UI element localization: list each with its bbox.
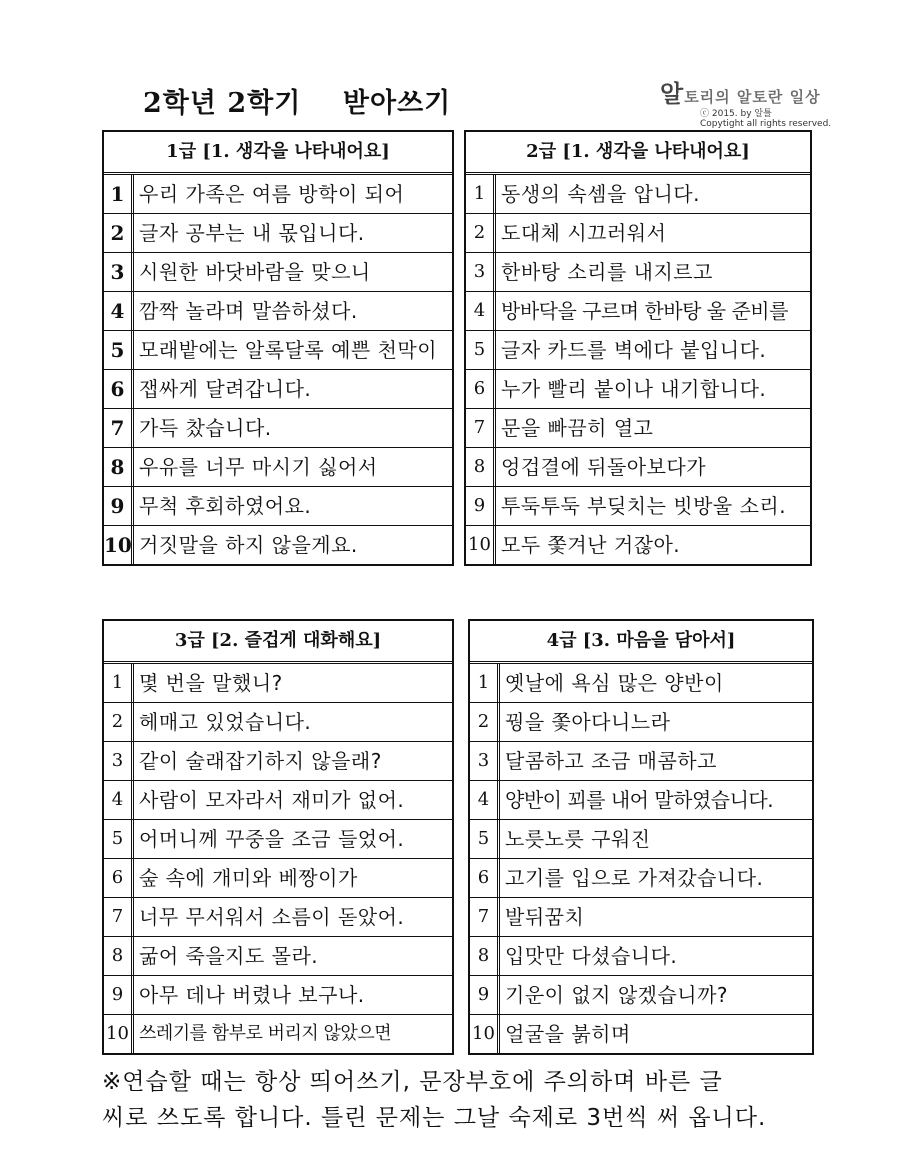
table-row: [466, 370, 810, 409]
dictation-table-level-4: [468, 619, 814, 1055]
dictation-table-level-1: [102, 130, 454, 566]
table-row: [470, 937, 812, 976]
row-sentence: 우리 가족은 여름 방학이 되어: [139, 182, 405, 206]
table-row: [104, 487, 452, 526]
row-number: 6: [466, 370, 496, 408]
row-sentence: 글자 카드를 벽에다 붙입니다.: [501, 338, 767, 362]
table-heading: 4급 [3. 마음을 담아서]: [470, 621, 812, 664]
row-sentence: 엉겁결에 뒤돌아보다가: [501, 455, 707, 479]
row-number: 6: [104, 370, 134, 408]
table-row: [466, 253, 810, 292]
row-number: 4: [466, 292, 496, 330]
row-sentence: 방바닥을 구르며 한바탕 울 준비를: [501, 299, 788, 323]
table-row: [466, 331, 810, 370]
table-heading: 1급 [1. 생각을 나타내어요]: [104, 132, 452, 175]
row-sentence: 문을 빠끔히 열고: [501, 416, 654, 440]
table-row: [104, 742, 452, 781]
row-number: 10: [104, 526, 134, 564]
table-row: [104, 331, 452, 370]
row-sentence: 발뒤꿈치: [505, 905, 585, 929]
row-number: 7: [470, 898, 500, 936]
table-row: [466, 526, 810, 564]
row-sentence: 쓰레기를 함부로 버리지 않았으면: [139, 1023, 392, 1044]
table-row: [104, 937, 452, 976]
row-sentence: 옛날에 욕심 많은 양반이: [505, 671, 724, 695]
instruction-line-2: 씨로 쓰도록 합니다. 틀린 문제는 그날 숙제로 3번씩 써 옵니다.: [102, 1105, 767, 1131]
table-row: [104, 820, 452, 859]
row-sentence: 너무 무서워서 소름이 돋았어.: [139, 905, 405, 929]
row-number: 5: [104, 820, 134, 858]
row-sentence: 누가 빨리 붙이나 내기합니다.: [501, 377, 767, 401]
table-row: [470, 781, 812, 820]
row-number: 9: [104, 976, 134, 1014]
table-row: [104, 448, 452, 487]
row-sentence: 달콤하고 조금 매콤하고: [505, 749, 717, 773]
row-sentence: 고기를 입으로 가져갔습니다.: [505, 866, 764, 890]
row-sentence: 도대체 시끄러워서: [501, 221, 667, 245]
table-row: [466, 175, 810, 214]
table-row: [104, 409, 452, 448]
row-sentence: 글자 공부는 내 몫입니다.: [139, 221, 365, 245]
row-sentence: 시원한 바닷바람을 맞으니: [139, 260, 371, 284]
table-row: [470, 859, 812, 898]
brand-copyright: ⓒ 2015. by 알틀: [700, 109, 772, 119]
row-number: 4: [104, 781, 134, 819]
row-number: 2: [104, 703, 134, 741]
table-row: [466, 214, 810, 253]
row-sentence: 노릇노릇 구워진: [505, 827, 651, 851]
table-row: [466, 292, 810, 331]
page-title: 2학년 2학기 받아쓰기: [143, 88, 452, 119]
row-sentence: 잽싸게 달려갑니다.: [139, 377, 312, 401]
table-row: [104, 526, 452, 564]
row-number: 4: [470, 781, 500, 819]
dictation-table-level-3: [102, 619, 454, 1055]
row-sentence: 한바탕 소리를 내지르고: [501, 260, 713, 284]
instruction-line-1: ※연습할 때는 항상 띄어쓰기, 문장부호에 주의하며 바른 글: [102, 1069, 723, 1095]
table-row: [104, 292, 452, 331]
row-number: 10: [104, 1015, 134, 1053]
row-number: 3: [104, 742, 134, 780]
row-number: 10: [466, 526, 496, 564]
table-row: [470, 703, 812, 742]
table-row: [104, 175, 452, 214]
row-sentence: 우유를 너무 마시기 싫어서: [139, 455, 378, 479]
row-sentence: 입맛만 다셨습니다.: [505, 944, 678, 968]
row-number: 5: [104, 331, 134, 369]
table-row: [470, 664, 812, 703]
row-number: 9: [104, 487, 134, 525]
table-row: [466, 487, 810, 526]
table-row: [470, 1015, 812, 1053]
row-sentence: 양반이 꾀를 내어 말하였습니다.: [505, 788, 774, 812]
row-sentence: 얼굴을 붉히며: [505, 1022, 631, 1046]
row-number: 2: [104, 214, 134, 252]
row-number: 8: [466, 448, 496, 486]
row-number: 6: [470, 859, 500, 897]
row-sentence: 모래밭에는 알록달록 예쁜 천막이: [139, 338, 438, 362]
table-row: [470, 742, 812, 781]
row-sentence: 꿩을 쫓아다니느라: [505, 710, 671, 734]
row-sentence: 어머니께 꾸중을 조금 들었어.: [139, 827, 405, 851]
table-row: [104, 781, 452, 820]
row-number: 7: [104, 898, 134, 936]
row-sentence: 가득 찼습니다.: [139, 416, 272, 440]
row-sentence: 헤매고 있었습니다.: [139, 710, 312, 734]
brand-watermark: [660, 74, 840, 129]
row-number: 10: [470, 1015, 500, 1053]
table-row: [470, 898, 812, 937]
row-sentence: 굶어 죽을지도 몰라.: [139, 944, 319, 968]
table-row: [470, 976, 812, 1015]
table-row: [104, 898, 452, 937]
row-number: 9: [466, 487, 496, 525]
table-row: [466, 448, 810, 487]
row-sentence: 사람이 모자라서 재미가 없어.: [139, 788, 405, 812]
table-row: [104, 859, 452, 898]
row-number: 1: [466, 175, 496, 213]
row-sentence: 동생의 속셈을 압니다.: [501, 182, 700, 206]
row-sentence: 숲 속에 개미와 베짱이가: [139, 866, 358, 890]
row-number: 7: [104, 409, 134, 447]
row-sentence: 깜짝 놀라며 말씀하셨다.: [139, 299, 358, 323]
row-number: 5: [470, 820, 500, 858]
row-sentence: 같이 술래잡기하지 않을래?: [139, 749, 382, 773]
row-number: 1: [104, 175, 134, 213]
table-row: [104, 976, 452, 1015]
row-sentence: 아무 데나 버렸나 보구나.: [139, 983, 365, 1007]
row-number: 8: [104, 448, 134, 486]
table-row: [470, 820, 812, 859]
row-number: 1: [104, 664, 134, 702]
row-number: 1: [470, 664, 500, 702]
instruction-note: [102, 1064, 842, 1136]
row-number: 9: [470, 976, 500, 1014]
row-sentence: 거짓말을 하지 않을게요.: [139, 533, 358, 557]
row-sentence: 투둑투둑 부딪치는 빗방울 소리.: [501, 494, 787, 518]
row-number: 3: [470, 742, 500, 780]
row-number: 2: [470, 703, 500, 741]
brand-rights: Copytight all rights reserved.: [700, 119, 832, 129]
dictation-table-level-2: [464, 130, 812, 566]
row-number: 3: [104, 253, 134, 291]
row-number: 5: [466, 331, 496, 369]
table-row: [104, 703, 452, 742]
table-heading: 3급 [2. 즐겁게 대화해요]: [104, 621, 452, 664]
row-number: 8: [470, 937, 500, 975]
table-row: [104, 664, 452, 703]
table-row: [104, 214, 452, 253]
row-number: 2: [466, 214, 496, 252]
table-row: [104, 253, 452, 292]
table-row: [466, 409, 810, 448]
row-number: 4: [104, 292, 134, 330]
table-row: [104, 1015, 452, 1053]
row-number: 3: [466, 253, 496, 291]
row-number: 8: [104, 937, 134, 975]
brand-logo: 알토리의 알토란 일상: [660, 79, 821, 108]
table-heading: 2급 [1. 생각을 나타내어요]: [466, 132, 810, 175]
table-row: [104, 370, 452, 409]
row-sentence: 기운이 없지 않겠습니까?: [505, 983, 729, 1007]
row-sentence: 몇 번을 말했니?: [139, 671, 283, 695]
row-number: 6: [104, 859, 134, 897]
row-sentence: 모두 쫓겨난 거잖아.: [501, 533, 681, 557]
row-sentence: 무척 후회하였어요.: [139, 494, 312, 518]
row-number: 7: [466, 409, 496, 447]
